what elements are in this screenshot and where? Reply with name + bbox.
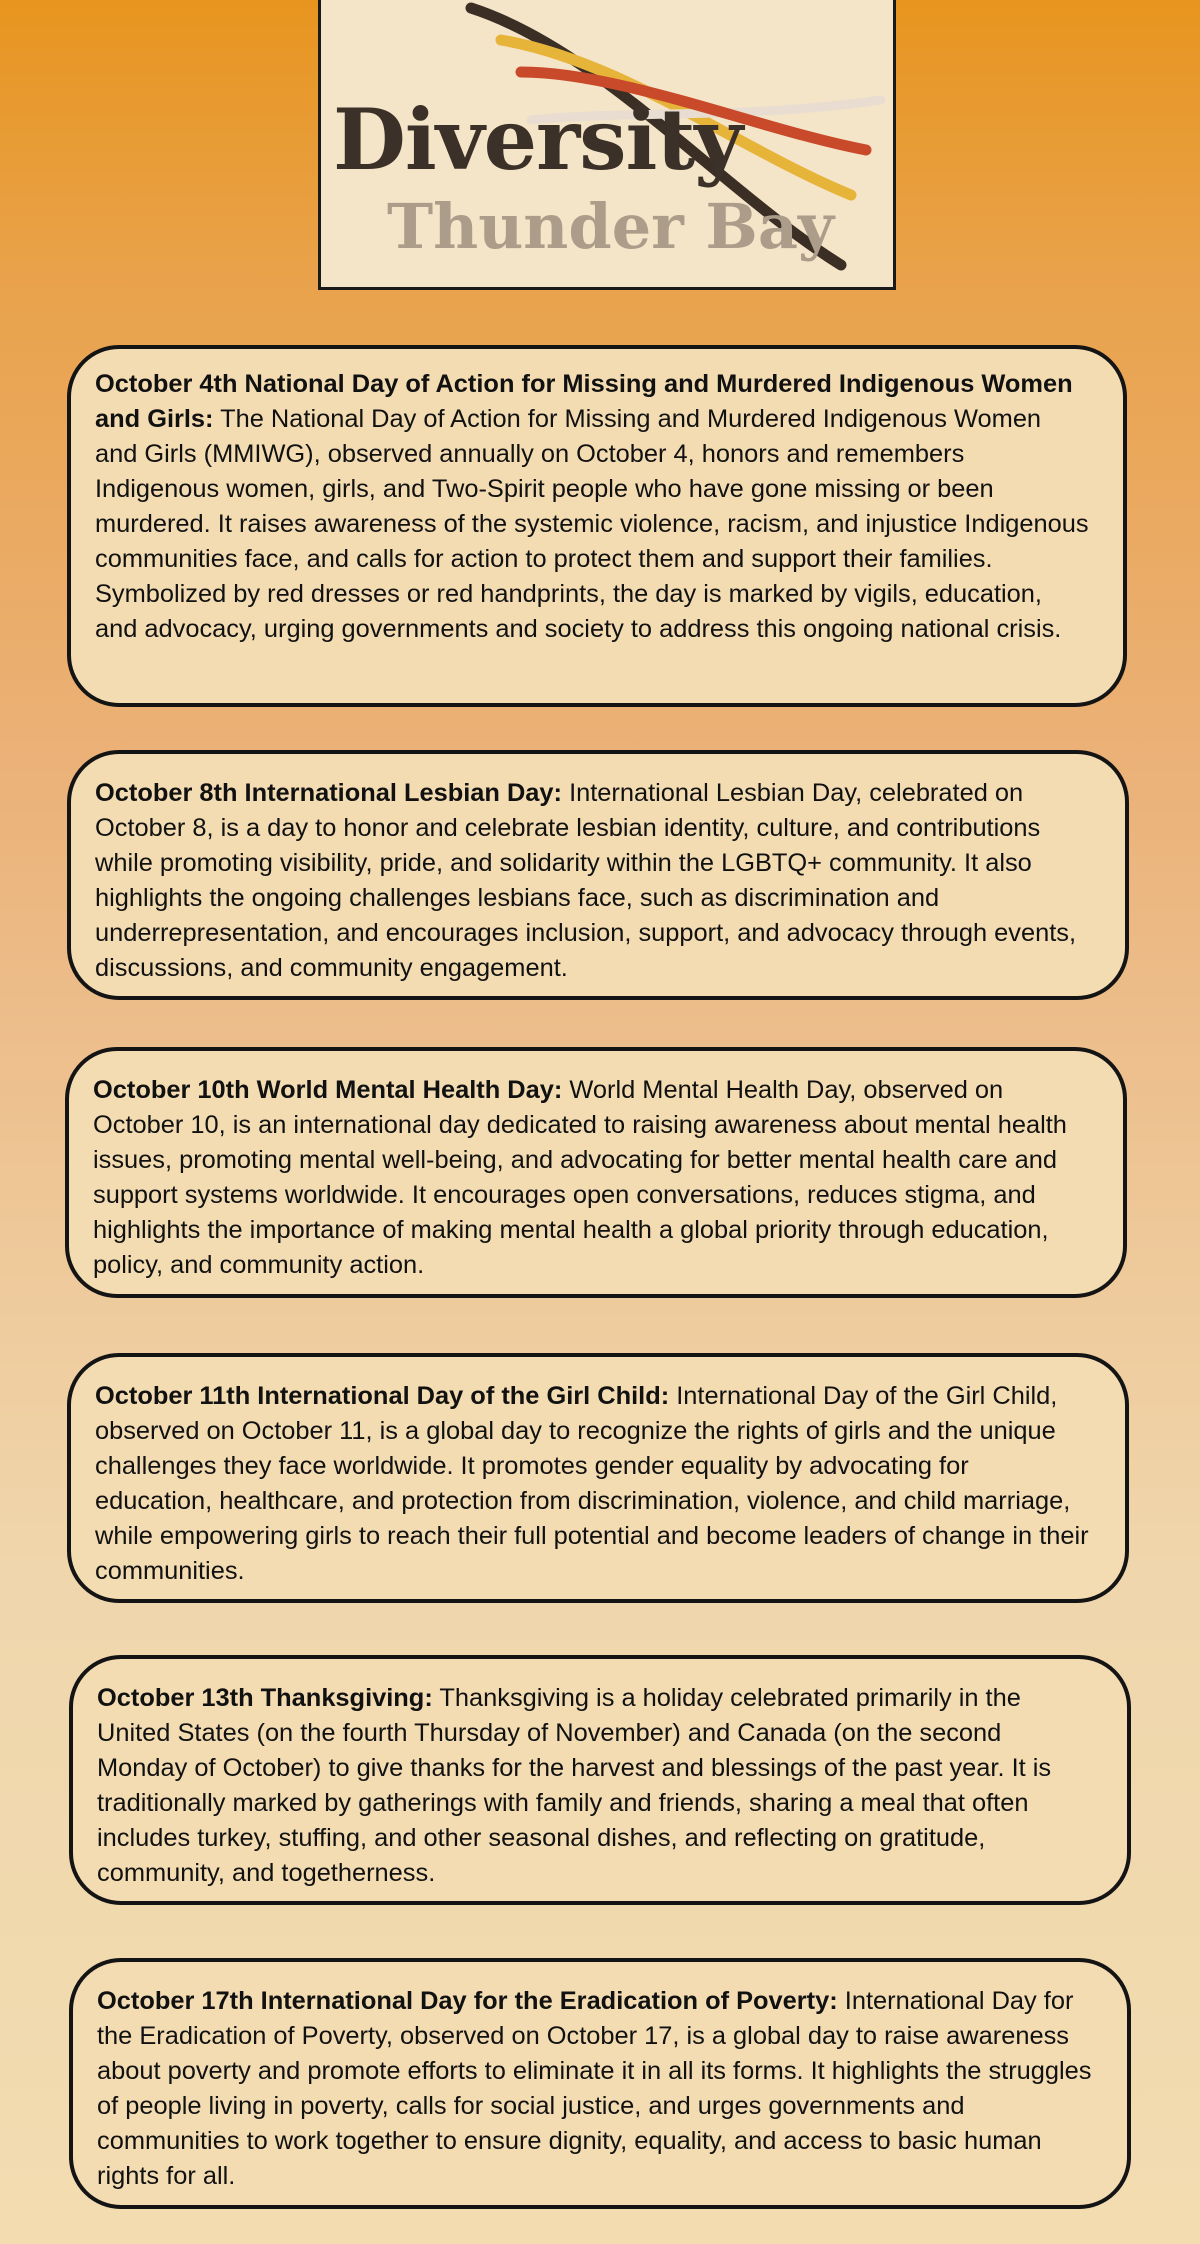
event-description: International Day of the Girl Child, observed on October 11, is a global day to recognize the rights of girls and the unique challenges they face worldwide. It promotes gender equality by advocating for education, healthcare, and protection from discrimination, violence, and child marriage, while empowering girls to reach their full potential and become leaders of change in their communities. (95, 1382, 1089, 1585)
logo-word-diversity: Diversity (333, 90, 743, 189)
event-title: October 11th International Day of the Girl Child: (95, 1382, 670, 1410)
event-title: October 13th Thanksgiving: (97, 1684, 433, 1712)
diversity-thunder-bay-logo (318, 0, 896, 290)
event-card-girl-child-day (67, 1353, 1129, 1603)
event-title: October 8th International Lesbian Day: (95, 779, 562, 807)
event-title: October 4th National Day of Action for Missing and Murdered Indigenous Women and Girls: (95, 370, 1073, 433)
event-description: World Mental Health Day, observed on October 10, is an international day dedicated to raising awareness about mental health issues, promoting mental well-being, and advocating for better mental health care and support systems worldwide. It encourages open conversations, reduces stigma, and highlights the importance of making mental health a global priority through education, policy, and community action. (93, 1076, 1067, 1279)
event-description: International Day for the Eradication of Poverty, observed on October 17, is a global day to raise awareness about poverty and promote efforts to eliminate it in all its forms. It highlights the struggles of people living in poverty, calls for social justice, and urges governments and communities to work together to ensure dignity, equality, and access to basic human rights for all. (97, 1987, 1092, 2190)
event-card-thanksgiving (69, 1655, 1131, 1905)
event-title: October 10th World Mental Health Day: (93, 1076, 563, 1104)
event-card-lesbian-day (67, 750, 1129, 1000)
event-card-eradication-of-poverty (69, 1958, 1131, 2209)
event-description: The National Day of Action for Missing and Murdered Indigenous Women and Girls (MMIWG), observed annually on October 4, honors and remembers Indigenous women, girls, and Two-Spirit people who have gone missing or been murdered. It raises awareness of the systemic violence, racism, and injustice Indigenous communities face, and calls for action to protect them and support their families. Symbolized by red dresses or red handprints, the day is marked by vigils, education, and advocacy, urging governments and society to address this ongoing national crisis. (95, 405, 1089, 643)
event-card-mental-health-day (65, 1047, 1127, 1298)
event-description: Thanksgiving is a holiday celebrated primarily in the United States (on the fourth Thursday of November) and Canada (on the second Monday of October) to give thanks for the harvest and blessings of the past year. It is traditionally marked by gatherings with family and friends, sharing a meal that often includes turkey, stuffing, and other seasonal dishes, and reflecting on gratitude, community, and togetherness. (97, 1684, 1052, 1887)
event-description: International Lesbian Day, celebrated on October 8, is a day to honor and celebrate lesbian identity, culture, and contributions while promoting visibility, pride, and solidarity within the LGBTQ+ community. It also highlights the ongoing challenges lesbians face, such as discrimination and underrepresentation, and encourages inclusion, support, and advocacy through events, discussions, and community engagement. (95, 779, 1077, 982)
event-title: October 17th International Day for the Eradication of Poverty: (97, 1987, 838, 2015)
event-card-mmiwg (67, 345, 1127, 707)
logo-word-thunder-bay: Thunder Bay (387, 190, 835, 263)
